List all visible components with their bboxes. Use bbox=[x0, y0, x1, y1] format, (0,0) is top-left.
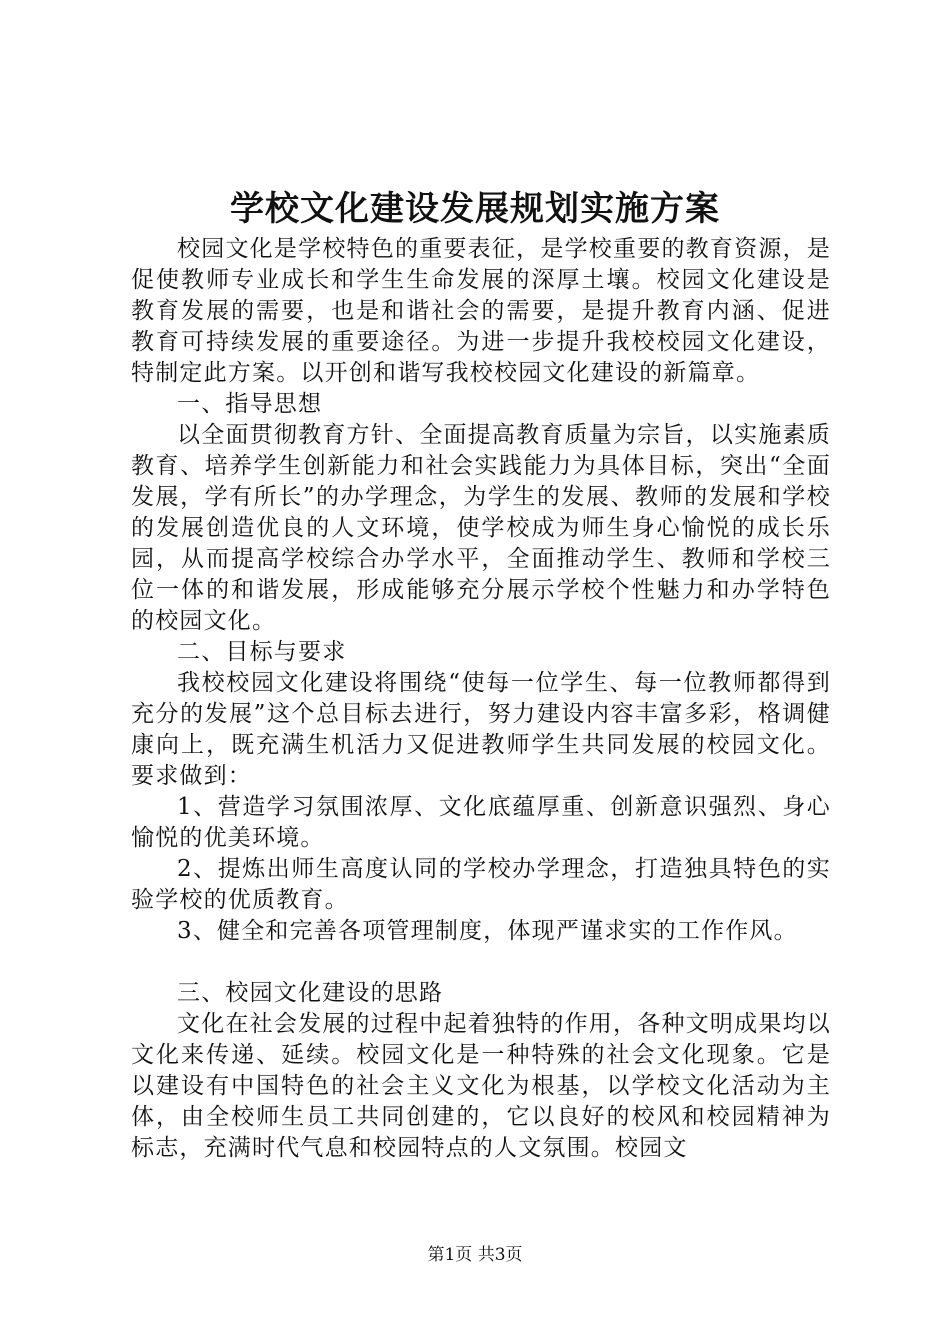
blank-line bbox=[131, 947, 831, 978]
document-title: 学校文化建设发展规划实施方案 bbox=[230, 189, 720, 229]
requirement-item-1: 1、营造学习氛围浓厚、文化底蕴厚重、创新意识强烈、身心愉悦的优美环境。 bbox=[131, 794, 831, 851]
requirement-item-2: 2、提炼出师生高度认同的学校办学理念，打造独具特色的实验学校的优质教育。 bbox=[131, 856, 831, 913]
section-heading-guiding-ideology: 一、指导思想 bbox=[177, 391, 323, 417]
page-footer: 第1页 共3页 bbox=[427, 1245, 523, 1265]
requirement-item-3: 3、健全和完善各项管理制度，体现严谨求实的工作作风。 bbox=[177, 918, 798, 944]
guiding-ideology-paragraph: 以全面贯彻教育方针、全面提高教育质量为宗旨，以实施素质教育、培养学生创新能力和社会实践能力为具体目标，突出“全面发展，学有所长”的办学理念，为学生的发展、教师的发展和学校的发展创造优良的人文环境，使学校成为师生身心愉悦的成长乐园，从而提高学校综合办学水平，全面推动学生、教师和学校三位一体的和谐发展，形成能够充分展示学校个性魅力和办学特色的校园文化。 bbox=[131, 422, 831, 634]
goals-paragraph: 我校校园文化建设将围绕“使每一位学生、每一位教师都得到充分的发展”这个总目标去进行，努力建设内容丰富多彩，格调健康向上，既充满生机活力又促进教师学生共同发展的校园文化。要求做到： bbox=[131, 670, 831, 789]
approach-paragraph: 文化在社会发展的过程中起着独特的作用，各种文明成果均以文化来传递、延续。校园文化是一种特殊的社会文化现象。它是以建设有中国特色的社会主义文化为根基，以学校文化活动为主体，由全校师生员工共同创建的，它以良好的校风和校园精神为标志，充满时代气息和校园特点的人文氛围。校园文 bbox=[131, 1011, 831, 1161]
section-heading-goals: 二、目标与要求 bbox=[177, 639, 347, 665]
document-body bbox=[131, 234, 831, 1164]
intro-paragraph: 校园文化是学校特色的重要表征，是学校重要的教育资源，是促使教师专业成长和学生生命发展的深厚土壤。校园文化建设是教育发展的需要，也是和谐社会的需要，是提升教育内涵、促进教育可持续发展的重要途径。为进一步提升我校校园文化建设，特制定此方案。以开创和谐写我校校园文化建设的新篇章。 bbox=[131, 236, 831, 386]
section-heading-approach: 三、校园文化建设的思路 bbox=[177, 980, 444, 1006]
